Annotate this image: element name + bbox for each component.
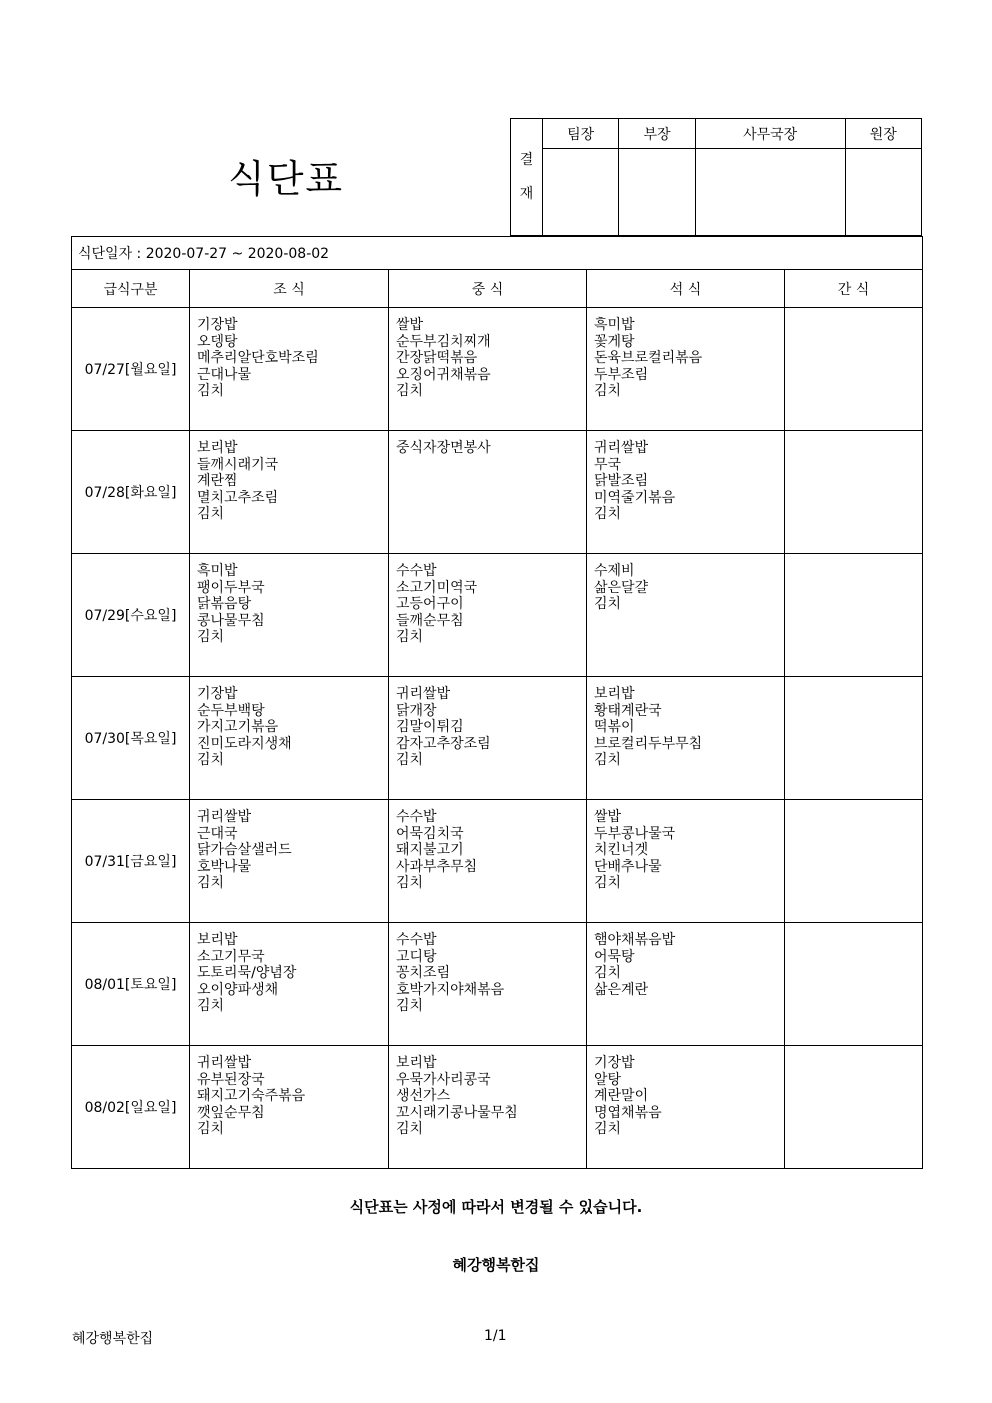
- menu-item: 김치: [396, 998, 424, 1014]
- menu-item: 떡볶이: [594, 719, 635, 735]
- menu-item: 귀리쌀밥: [197, 1055, 252, 1071]
- menu-item: 멸치고추조림: [197, 489, 279, 506]
- menu-cell-breakfast: [190, 923, 389, 1046]
- menu-cell-breakfast: [190, 1046, 389, 1169]
- menu-item: 기장밥: [197, 686, 238, 702]
- menu-date: 07/31[금요일]: [72, 800, 190, 923]
- menu-item: 김치: [197, 875, 225, 891]
- menu-item: 귀리쌀밥: [594, 440, 649, 456]
- approval-label-bottom: 재: [519, 186, 534, 202]
- menu-item: 김치: [396, 752, 424, 768]
- menu-item-list: [190, 677, 388, 769]
- menu-item: 깻잎순무침: [197, 1104, 265, 1121]
- organization-name: 혜강행복한집: [452, 1256, 540, 1274]
- menu-item: 꽁치조림: [396, 965, 451, 981]
- menu-item: 꽃게탕: [594, 333, 635, 350]
- menu-item: 감자고추장조림: [396, 735, 491, 752]
- menu-table: [71, 236, 923, 1169]
- menu-item: 삶은달걀: [594, 579, 649, 596]
- menu-item: 도토리묵/양념장: [197, 965, 297, 981]
- menu-cell-breakfast: [190, 308, 389, 431]
- menu-item-list: [587, 800, 784, 892]
- menu-item: 수수밥: [396, 563, 437, 579]
- menu-item: 닭가슴살샐러드: [197, 842, 292, 858]
- menu-item: 김치: [197, 752, 225, 768]
- menu-item: 김치: [197, 506, 225, 522]
- menu-period: 식단일자 : 2020-07-27 ~ 2020-08-02: [72, 237, 923, 270]
- menu-date: 08/02[일요일]: [72, 1046, 190, 1169]
- menu-item-list: [785, 1046, 922, 1055]
- menu-item: 쌀밥: [396, 317, 424, 333]
- menu-item: 보리밥: [396, 1055, 437, 1071]
- menu-item: 삶은계란: [594, 981, 649, 998]
- menu-item: 생선가스: [396, 1088, 451, 1104]
- menu-item: 김치: [594, 752, 622, 768]
- menu-row: [72, 554, 923, 677]
- menu-item: 무국: [594, 456, 622, 473]
- menu-day-rows: [72, 308, 923, 1169]
- menu-item-list: [587, 677, 784, 769]
- menu-item-list: [587, 1046, 784, 1138]
- approval-role-team-leader: 팀장: [543, 119, 619, 149]
- menu-cell-lunch: [389, 431, 587, 554]
- menu-item: 알탕: [594, 1071, 622, 1088]
- menu-item-list: [190, 923, 388, 1015]
- menu-item: 김치: [594, 383, 622, 399]
- menu-item: 단배추나물: [594, 858, 662, 875]
- menu-item: 호박나물: [197, 858, 252, 875]
- menu-date: 07/27[월요일]: [72, 308, 190, 431]
- menu-item: 돈육브로컬리볶음: [594, 350, 703, 366]
- menu-item: 햄야채볶음밥: [594, 932, 676, 948]
- menu-item: 근대나물: [197, 366, 252, 383]
- menu-item-list: [389, 923, 586, 1015]
- menu-item: 유부된장국: [197, 1071, 265, 1088]
- approval-label-top: 결: [519, 152, 534, 168]
- menu-cell-lunch: [389, 800, 587, 923]
- menu-item: 김치: [197, 383, 225, 399]
- menu-item-list: [190, 308, 388, 400]
- menu-item: 기장밥: [594, 1055, 635, 1071]
- menu-item: 닭볶음탕: [197, 596, 252, 612]
- menu-row: [72, 923, 923, 1046]
- menu-item: 두부콩나물국: [594, 825, 676, 842]
- menu-item: 보리밥: [197, 440, 238, 456]
- menu-row: [72, 308, 923, 431]
- menu-row: [72, 677, 923, 800]
- menu-item: 닭발조림: [594, 473, 649, 489]
- menu-item-list: [785, 431, 922, 440]
- menu-item: 김치: [396, 629, 424, 645]
- menu-item: 수수밥: [396, 932, 437, 948]
- page-title: 식단표: [228, 157, 345, 201]
- menu-item: 흑미밥: [594, 317, 635, 333]
- footer-organization: 혜강행복한집: [72, 1331, 154, 1347]
- approval-table: [510, 118, 922, 236]
- menu-cell-lunch: [389, 923, 587, 1046]
- menu-item-list: [190, 554, 388, 646]
- menu-item: 두부조림: [594, 366, 649, 383]
- menu-item: 팽이두부국: [197, 579, 265, 596]
- menu-item: 호박가지야채볶음: [396, 981, 505, 998]
- menu-cell-snack: [785, 554, 923, 677]
- menu-cell-dinner: [587, 677, 785, 800]
- column-header-breakfast: 조 식: [190, 270, 389, 308]
- menu-item: 콩나물무침: [197, 612, 265, 629]
- menu-item-list: [587, 308, 784, 400]
- menu-item: 돼지고기숙주볶음: [197, 1088, 306, 1104]
- menu-item-list: [389, 800, 586, 892]
- menu-item: 순두부백탕: [197, 702, 265, 719]
- menu-item: 수수밥: [396, 809, 437, 825]
- approval-sign-secretary-general: [695, 149, 845, 236]
- menu-item: 김치: [197, 998, 225, 1014]
- menu-cell-snack: [785, 308, 923, 431]
- menu-item: 근대국: [197, 825, 238, 842]
- menu-item: 쌀밥: [594, 809, 622, 825]
- menu-item-list: [389, 554, 586, 646]
- footer-page-number: 1/1: [484, 1328, 507, 1344]
- menu-row: [72, 800, 923, 923]
- menu-cell-dinner: [587, 923, 785, 1046]
- menu-item-list: [389, 677, 586, 769]
- menu-item: 미역줄기볶음: [594, 489, 676, 506]
- menu-item: 귀리쌀밥: [197, 809, 252, 825]
- menu-row: [72, 1046, 923, 1169]
- menu-item: 계란말이: [594, 1088, 649, 1104]
- menu-item-list: [389, 308, 586, 400]
- menu-item: 오뎅탕: [197, 333, 238, 350]
- menu-item: 황태계란국: [594, 702, 662, 719]
- menu-date: 07/29[수요일]: [72, 554, 190, 677]
- menu-date: 07/28[화요일]: [72, 431, 190, 554]
- menu-item: 진미도라지생채: [197, 735, 292, 752]
- menu-cell-snack: [785, 1046, 923, 1169]
- menu-item: 보리밥: [197, 932, 238, 948]
- approval-role-secretary-general: 사무국장: [695, 119, 845, 149]
- menu-item-list: [587, 431, 784, 523]
- menu-cell-breakfast: [190, 554, 389, 677]
- menu-item-list: [785, 800, 922, 809]
- menu-cell-dinner: [587, 1046, 785, 1169]
- menu-item: 보리밥: [594, 686, 635, 702]
- menu-item-list: [190, 431, 388, 523]
- menu-item: 명엽채볶음: [594, 1104, 662, 1121]
- menu-item: 김치: [594, 596, 622, 612]
- menu-item: 김치: [594, 875, 622, 891]
- menu-cell-snack: [785, 800, 923, 923]
- menu-cell-lunch: [389, 308, 587, 431]
- menu-item: 순두부김치찌개: [396, 333, 491, 350]
- menu-cell-dinner: [587, 554, 785, 677]
- menu-item: 김치: [396, 875, 424, 891]
- menu-date: 07/30[목요일]: [72, 677, 190, 800]
- menu-cell-snack: [785, 677, 923, 800]
- menu-item-list: [785, 677, 922, 686]
- menu-item: 김치: [396, 1121, 424, 1137]
- menu-item: 고디탕: [396, 948, 437, 965]
- menu-item-list: [389, 1046, 586, 1138]
- menu-cell-lunch: [389, 554, 587, 677]
- menu-item: 중식자장면봉사: [396, 440, 491, 456]
- menu-item: 가지고기볶음: [197, 719, 279, 735]
- menu-item: 간장닭떡볶음: [396, 350, 478, 366]
- menu-item: 기장밥: [197, 317, 238, 333]
- column-header-lunch: 중 식: [389, 270, 587, 308]
- menu-cell-snack: [785, 431, 923, 554]
- menu-cell-snack: [785, 923, 923, 1046]
- menu-cell-lunch: [389, 1046, 587, 1169]
- menu-cell-breakfast: [190, 800, 389, 923]
- menu-item: 브로컬리두부무침: [594, 735, 703, 752]
- menu-item: 수제비: [594, 563, 635, 579]
- menu-item: 오징어귀채볶음: [396, 366, 491, 383]
- menu-cell-lunch: [389, 677, 587, 800]
- menu-item-list: [190, 1046, 388, 1138]
- menu-item-list: [190, 800, 388, 892]
- change-notice: 식단표는 사정에 따라서 변경될 수 있습니다.: [349, 1198, 643, 1216]
- menu-item: 김치: [594, 506, 622, 522]
- menu-item: 김말이튀김: [396, 719, 464, 735]
- menu-item: 소고기무국: [197, 948, 265, 965]
- approval-sign-director: [845, 149, 921, 236]
- menu-cell-dinner: [587, 308, 785, 431]
- approval-role-department-head: 부장: [619, 119, 695, 149]
- menu-item-list: [389, 431, 586, 457]
- menu-item: 오이양파생채: [197, 981, 279, 998]
- menu-item-list: [587, 923, 784, 998]
- menu-item: 고등어구이: [396, 596, 464, 612]
- approval-label: [511, 119, 543, 236]
- column-header-snack: 간 식: [785, 270, 923, 308]
- approval-role-director: 원장: [845, 119, 921, 149]
- menu-row: [72, 431, 923, 554]
- menu-item: 꼬시래기콩나물무침: [396, 1104, 518, 1121]
- menu-cell-breakfast: [190, 677, 389, 800]
- menu-item-list: [785, 554, 922, 563]
- menu-item: 김치: [594, 965, 622, 981]
- menu-item: 들깨순무침: [396, 612, 464, 629]
- menu-cell-dinner: [587, 431, 785, 554]
- approval-sign-department-head: [619, 149, 695, 236]
- menu-item: 김치: [594, 1121, 622, 1137]
- menu-item: 돼지불고기: [396, 842, 464, 858]
- column-header-dinner: 석 식: [587, 270, 785, 308]
- menu-item: 사과부추무침: [396, 858, 478, 875]
- menu-item-list: [785, 923, 922, 932]
- menu-item: 김치: [197, 1121, 225, 1137]
- menu-item-list: [587, 554, 784, 613]
- menu-item-list: [785, 308, 922, 317]
- menu-item: 귀리쌀밥: [396, 686, 451, 702]
- approval-sign-team-leader: [543, 149, 619, 236]
- menu-item: 들깨시래기국: [197, 456, 279, 473]
- menu-cell-breakfast: [190, 431, 389, 554]
- menu-item: 김치: [197, 629, 225, 645]
- menu-item: 닭개장: [396, 702, 437, 719]
- column-header-category: 급식구분: [72, 270, 190, 308]
- menu-item: 치킨너겟: [594, 842, 649, 858]
- menu-item: 김치: [396, 383, 424, 399]
- menu-item: 우묵가사리콩국: [396, 1071, 491, 1088]
- menu-item: 어묵김치국: [396, 825, 464, 842]
- menu-date: 08/01[토요일]: [72, 923, 190, 1046]
- menu-item: 소고기미역국: [396, 579, 478, 596]
- menu-cell-dinner: [587, 800, 785, 923]
- menu-item: 흑미밥: [197, 563, 238, 579]
- menu-item: 어묵탕: [594, 948, 635, 965]
- menu-item: 계란찜: [197, 473, 238, 489]
- menu-item: 메추리알단호박조림: [197, 350, 319, 366]
